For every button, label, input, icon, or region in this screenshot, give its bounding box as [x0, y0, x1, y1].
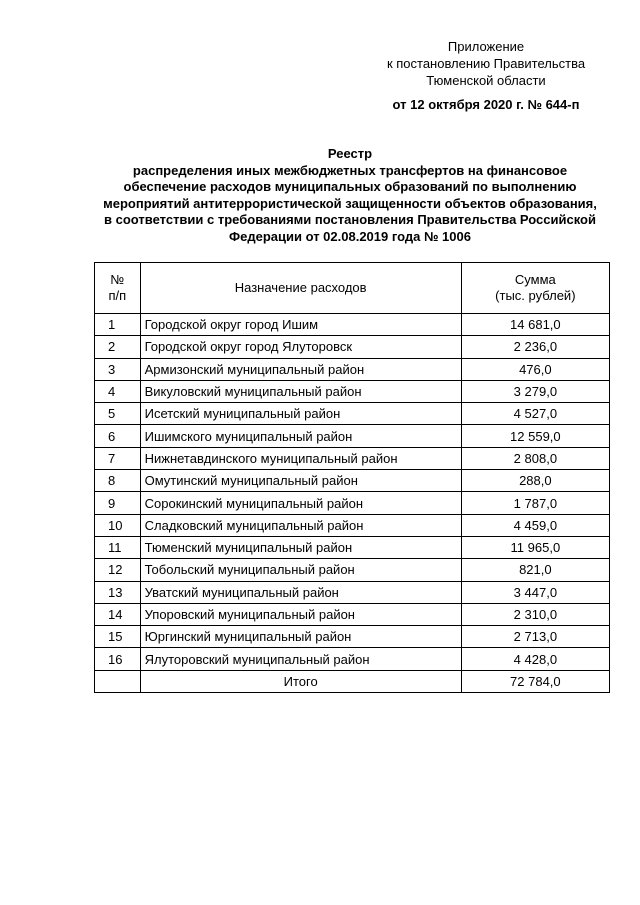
row-number: 7	[95, 447, 141, 469]
row-sum: 288,0	[461, 470, 609, 492]
row-number: 15	[95, 626, 141, 648]
total-row	[95, 670, 610, 692]
table-row	[95, 581, 610, 603]
header-number-line: п/п	[108, 288, 127, 303]
total-empty-cell	[95, 670, 141, 692]
header-sum-line: Сумма	[514, 272, 556, 287]
row-number: 4	[95, 380, 141, 402]
row-number: 8	[95, 470, 141, 492]
appendix-line: Тюменской области	[426, 73, 546, 88]
row-sum: 4 459,0	[461, 514, 609, 536]
row-number: 5	[95, 403, 141, 425]
row-sum: 821,0	[461, 559, 609, 581]
row-number: 2	[95, 336, 141, 358]
appendix-line: к постановлению Правительства	[386, 56, 586, 71]
header-sum	[461, 263, 609, 314]
row-number: 13	[95, 581, 141, 603]
row-name: Омутинский муниципальный район	[140, 470, 461, 492]
row-name: Ишимского муниципальный район	[140, 425, 461, 447]
row-sum: 476,0	[461, 358, 609, 380]
row-sum: 2 808,0	[461, 447, 609, 469]
table-body	[95, 314, 610, 671]
header-sum-line: (тыс. рублей)	[495, 288, 576, 303]
row-name: Армизонский муниципальный район	[140, 358, 461, 380]
row-name: Городской округ город Ишим	[140, 314, 461, 336]
row-sum: 1 787,0	[461, 492, 609, 514]
table-row	[95, 603, 610, 625]
row-sum: 11 965,0	[461, 536, 609, 558]
row-sum: 3 279,0	[461, 380, 609, 402]
table-row	[95, 425, 610, 447]
row-number: 6	[95, 425, 141, 447]
table-row	[95, 648, 610, 670]
row-sum: 12 559,0	[461, 425, 609, 447]
row-name: Упоровский муниципальный район	[140, 603, 461, 625]
total-label: Итого	[140, 670, 461, 692]
row-name: Сорокинский муниципальный район	[140, 492, 461, 514]
row-sum: 4 527,0	[461, 403, 609, 425]
row-sum: 2 310,0	[461, 603, 609, 625]
row-number: 16	[95, 648, 141, 670]
table-row	[95, 536, 610, 558]
appendix-line: Приложение	[447, 39, 525, 54]
table-row	[95, 336, 610, 358]
row-name: Исетский муниципальный район	[140, 403, 461, 425]
table-row	[95, 380, 610, 402]
document-title: Реестр	[327, 146, 373, 161]
row-sum: 14 681,0	[461, 314, 609, 336]
row-sum: 2 236,0	[461, 336, 609, 358]
row-sum: 2 713,0	[461, 626, 609, 648]
row-number: 11	[95, 536, 141, 558]
resolution-date: от 12 октября 2020 г. № 644-п	[392, 97, 580, 112]
header-purpose: Назначение расходов	[140, 263, 461, 314]
table-row	[95, 403, 610, 425]
row-name: Тюменский муниципальный район	[140, 536, 461, 558]
row-number: 3	[95, 358, 141, 380]
document-heading	[100, 146, 600, 246]
table-row	[95, 447, 610, 469]
row-sum: 3 447,0	[461, 581, 609, 603]
row-name: Нижнетавдинского муниципальный район	[140, 447, 461, 469]
table-row	[95, 626, 610, 648]
row-name: Городской округ город Ялуторовск	[140, 336, 461, 358]
row-name: Ялуторовский муниципальный район	[140, 648, 461, 670]
row-sum: 4 428,0	[461, 648, 609, 670]
row-number: 1	[95, 314, 141, 336]
header-number	[95, 263, 141, 314]
row-name: Уватский муниципальный район	[140, 581, 461, 603]
row-number: 10	[95, 514, 141, 536]
table-row	[95, 470, 610, 492]
table-row	[95, 492, 610, 514]
table-header-row	[95, 263, 610, 314]
row-name: Сладковский муниципальный район	[140, 514, 461, 536]
table-row	[95, 314, 610, 336]
document-subtitle: распределения иных межбюджетных трансфертов на финансовое обеспечение расходов муниципальных образований по выполнению мероприятий антитеррористической защищенности объектов образования, в соответствии с требованиями постановления Правительства Российской Федерации от 02.08.2019 года № 1006	[103, 162, 597, 244]
row-number: 9	[95, 492, 141, 514]
row-name: Юргинский муниципальный район	[140, 626, 461, 648]
appendix-block	[360, 38, 612, 113]
row-name: Тобольский муниципальный район	[140, 559, 461, 581]
row-name: Викуловский муниципальный район	[140, 380, 461, 402]
row-number: 14	[95, 603, 141, 625]
row-number: 12	[95, 559, 141, 581]
registry-table	[94, 262, 610, 693]
table-row	[95, 559, 610, 581]
table-row	[95, 358, 610, 380]
table-row	[95, 514, 610, 536]
total-sum: 72 784,0	[461, 670, 609, 692]
header-number-line: №	[110, 272, 125, 287]
